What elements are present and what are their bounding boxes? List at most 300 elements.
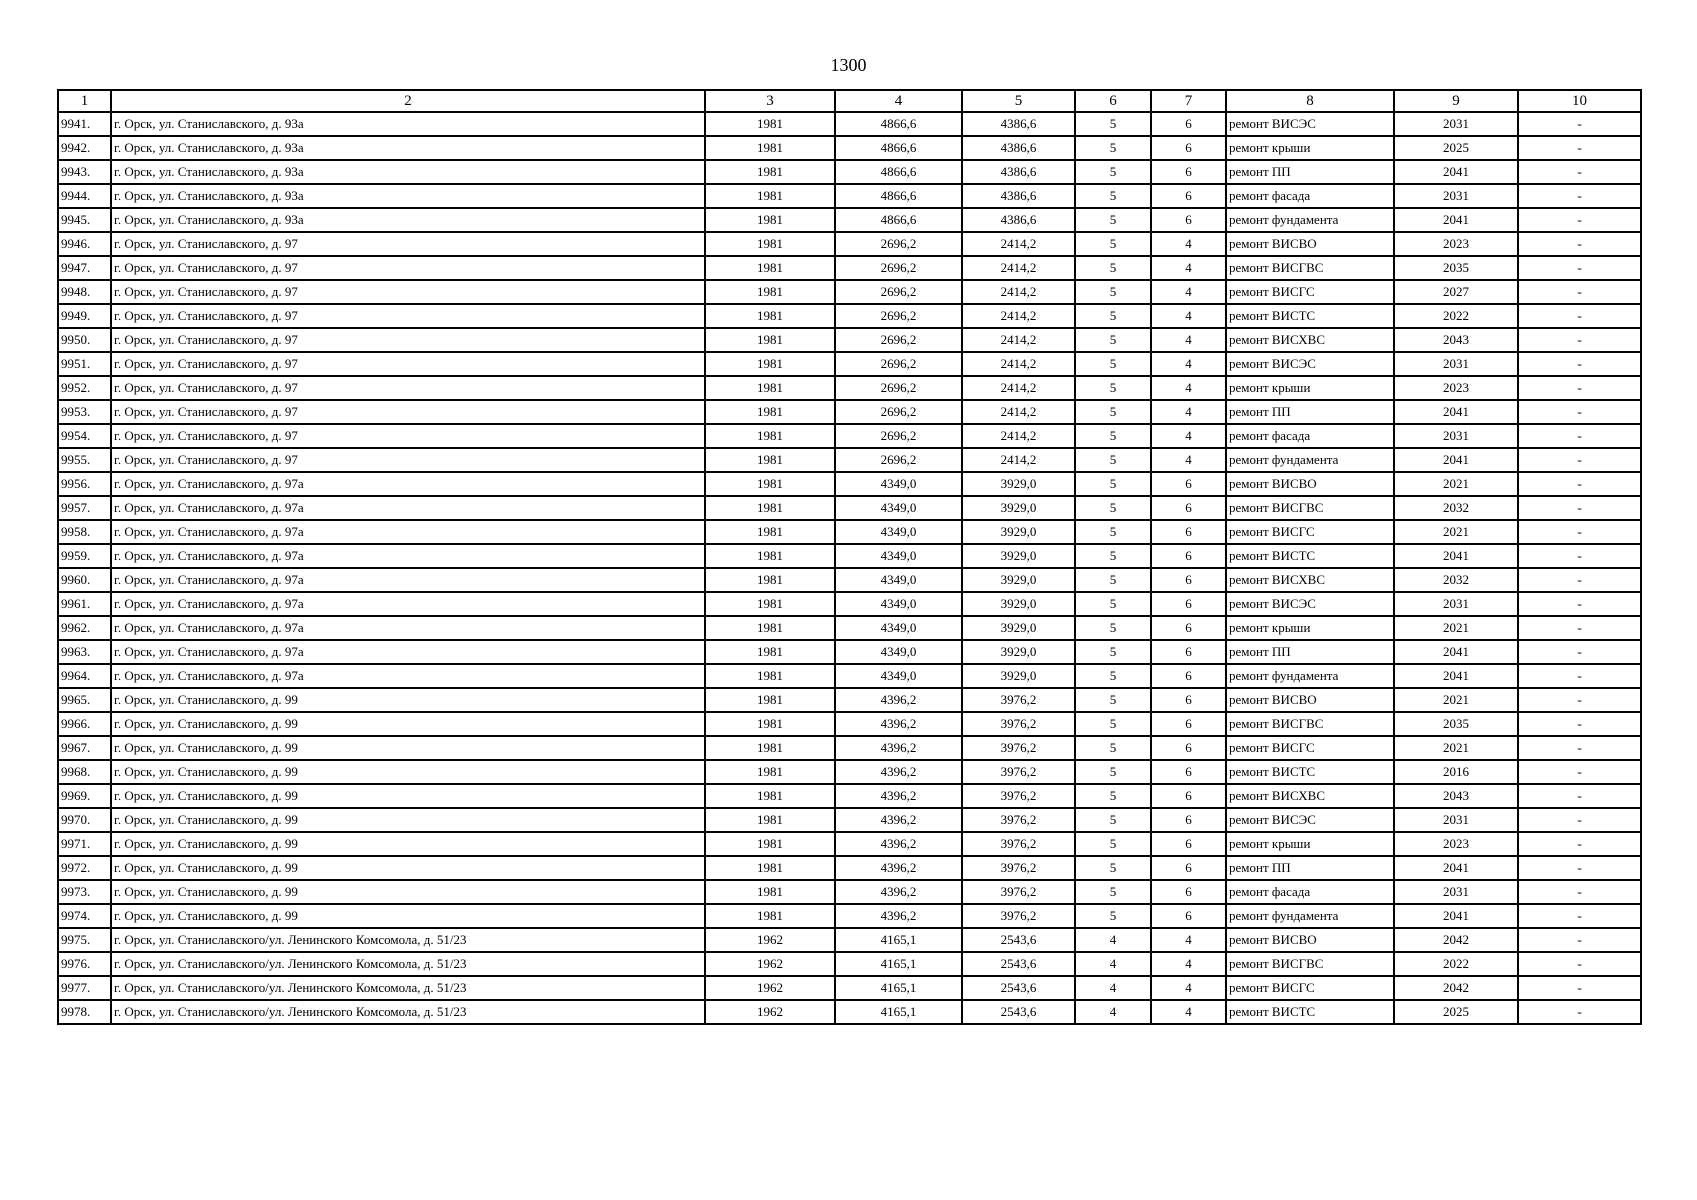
build-year-cell: 1981 [705, 688, 835, 712]
total-area-cell: 4165,1 [835, 976, 962, 1000]
note-cell: - [1518, 904, 1641, 928]
note-cell: - [1518, 424, 1641, 448]
floors-cell: 5 [1075, 784, 1151, 808]
address-cell: г. Орск, ул. Станиславского/ул. Ленинского Комсомола, д. 51/23 [111, 928, 705, 952]
entrances-cell: 6 [1151, 904, 1226, 928]
table-row [58, 784, 1641, 808]
address-cell: г. Орск, ул. Станиславского, д. 97 [111, 256, 705, 280]
build-year-cell: 1981 [705, 832, 835, 856]
build-year-cell: 1981 [705, 856, 835, 880]
total-area-cell: 4349,0 [835, 640, 962, 664]
work-type-cell: ремонт крыши [1226, 832, 1394, 856]
planned-year-cell: 2041 [1394, 448, 1518, 472]
living-area-cell: 3976,2 [962, 808, 1075, 832]
planned-year-cell: 2016 [1394, 760, 1518, 784]
work-type-cell: ремонт ВИСТС [1226, 304, 1394, 328]
floors-cell: 5 [1075, 568, 1151, 592]
address-cell: г. Орск, ул. Станиславского, д. 99 [111, 760, 705, 784]
floors-cell: 5 [1075, 880, 1151, 904]
work-type-cell: ремонт фундамента [1226, 448, 1394, 472]
row-number-cell: 9953. [58, 400, 111, 424]
address-cell: г. Орск, ул. Станиславского, д. 97 [111, 352, 705, 376]
address-cell: г. Орск, ул. Станиславского/ул. Ленинского Комсомола, д. 51/23 [111, 952, 705, 976]
total-area-cell: 4396,2 [835, 712, 962, 736]
build-year-cell: 1981 [705, 136, 835, 160]
table-row [58, 736, 1641, 760]
planned-year-cell: 2031 [1394, 424, 1518, 448]
address-cell: г. Орск, ул. Станиславского, д. 93а [111, 184, 705, 208]
living-area-cell: 3976,2 [962, 880, 1075, 904]
living-area-cell: 2543,6 [962, 1000, 1075, 1024]
entrances-cell: 6 [1151, 568, 1226, 592]
floors-cell: 5 [1075, 544, 1151, 568]
note-cell: - [1518, 760, 1641, 784]
build-year-cell: 1981 [705, 448, 835, 472]
table-row [58, 400, 1641, 424]
work-type-cell: ремонт фундамента [1226, 664, 1394, 688]
living-area-cell: 4386,6 [962, 184, 1075, 208]
entrances-cell: 6 [1151, 664, 1226, 688]
entrances-cell: 4 [1151, 928, 1226, 952]
planned-year-cell: 2023 [1394, 376, 1518, 400]
column-header-1: 1 [58, 90, 111, 112]
table-row [58, 280, 1641, 304]
build-year-cell: 1981 [705, 208, 835, 232]
living-area-cell: 2414,2 [962, 232, 1075, 256]
entrances-cell: 4 [1151, 280, 1226, 304]
entrances-cell: 4 [1151, 424, 1226, 448]
note-cell: - [1518, 712, 1641, 736]
total-area-cell: 4165,1 [835, 952, 962, 976]
total-area-cell: 4349,0 [835, 520, 962, 544]
note-cell: - [1518, 136, 1641, 160]
row-number-cell: 9970. [58, 808, 111, 832]
planned-year-cell: 2021 [1394, 472, 1518, 496]
table-row [58, 328, 1641, 352]
total-area-cell: 4866,6 [835, 160, 962, 184]
entrances-cell: 4 [1151, 376, 1226, 400]
entrances-cell: 4 [1151, 232, 1226, 256]
table-row [58, 712, 1641, 736]
column-header-9: 9 [1394, 90, 1518, 112]
table-row [58, 160, 1641, 184]
table-row [58, 808, 1641, 832]
living-area-cell: 2414,2 [962, 256, 1075, 280]
living-area-cell: 4386,6 [962, 112, 1075, 136]
note-cell: - [1518, 232, 1641, 256]
total-area-cell: 2696,2 [835, 280, 962, 304]
row-number-cell: 9941. [58, 112, 111, 136]
build-year-cell: 1981 [705, 328, 835, 352]
entrances-cell: 6 [1151, 736, 1226, 760]
row-number-cell: 9968. [58, 760, 111, 784]
note-cell: - [1518, 952, 1641, 976]
planned-year-cell: 2041 [1394, 400, 1518, 424]
planned-year-cell: 2041 [1394, 856, 1518, 880]
table-row [58, 664, 1641, 688]
note-cell: - [1518, 448, 1641, 472]
total-area-cell: 4866,6 [835, 208, 962, 232]
entrances-cell: 6 [1151, 688, 1226, 712]
planned-year-cell: 2027 [1394, 280, 1518, 304]
living-area-cell: 4386,6 [962, 208, 1075, 232]
living-area-cell: 2414,2 [962, 352, 1075, 376]
address-cell: г. Орск, ул. Станиславского, д. 97 [111, 448, 705, 472]
total-area-cell: 4349,0 [835, 616, 962, 640]
column-header-7: 7 [1151, 90, 1226, 112]
work-type-cell: ремонт ПП [1226, 400, 1394, 424]
total-area-cell: 2696,2 [835, 232, 962, 256]
floors-cell: 5 [1075, 376, 1151, 400]
total-area-cell: 2696,2 [835, 448, 962, 472]
note-cell: - [1518, 376, 1641, 400]
living-area-cell: 3976,2 [962, 760, 1075, 784]
address-cell: г. Орск, ул. Станиславского, д. 97 [111, 232, 705, 256]
build-year-cell: 1981 [705, 376, 835, 400]
table-row [58, 1000, 1641, 1024]
row-number-cell: 9978. [58, 1000, 111, 1024]
living-area-cell: 2414,2 [962, 376, 1075, 400]
total-area-cell: 4866,6 [835, 136, 962, 160]
note-cell: - [1518, 664, 1641, 688]
work-type-cell: ремонт ПП [1226, 856, 1394, 880]
note-cell: - [1518, 328, 1641, 352]
total-area-cell: 4396,2 [835, 760, 962, 784]
address-cell: г. Орск, ул. Станиславского, д. 97 [111, 400, 705, 424]
entrances-cell: 6 [1151, 760, 1226, 784]
floors-cell: 5 [1075, 304, 1151, 328]
build-year-cell: 1981 [705, 472, 835, 496]
table-row [58, 904, 1641, 928]
living-area-cell: 3929,0 [962, 640, 1075, 664]
entrances-cell: 4 [1151, 304, 1226, 328]
build-year-cell: 1981 [705, 280, 835, 304]
build-year-cell: 1981 [705, 664, 835, 688]
entrances-cell: 6 [1151, 640, 1226, 664]
planned-year-cell: 2025 [1394, 136, 1518, 160]
planned-year-cell: 2031 [1394, 880, 1518, 904]
planned-year-cell: 2031 [1394, 184, 1518, 208]
table-row [58, 832, 1641, 856]
living-area-cell: 3976,2 [962, 856, 1075, 880]
floors-cell: 5 [1075, 472, 1151, 496]
build-year-cell: 1962 [705, 952, 835, 976]
table-row [58, 928, 1641, 952]
total-area-cell: 4866,6 [835, 184, 962, 208]
build-year-cell: 1981 [705, 160, 835, 184]
entrances-cell: 6 [1151, 784, 1226, 808]
total-area-cell: 2696,2 [835, 400, 962, 424]
planned-year-cell: 2035 [1394, 712, 1518, 736]
row-number-cell: 9958. [58, 520, 111, 544]
row-number-cell: 9971. [58, 832, 111, 856]
table-row [58, 304, 1641, 328]
build-year-cell: 1981 [705, 544, 835, 568]
planned-year-cell: 2042 [1394, 976, 1518, 1000]
table-row [58, 352, 1641, 376]
total-area-cell: 4396,2 [835, 688, 962, 712]
floors-cell: 5 [1075, 112, 1151, 136]
address-cell: г. Орск, ул. Станиславского, д. 97 [111, 376, 705, 400]
total-area-cell: 2696,2 [835, 352, 962, 376]
address-cell: г. Орск, ул. Станиславского, д. 93а [111, 112, 705, 136]
address-cell: г. Орск, ул. Станиславского, д. 97а [111, 592, 705, 616]
work-type-cell: ремонт фасада [1226, 880, 1394, 904]
floors-cell: 5 [1075, 160, 1151, 184]
total-area-cell: 4349,0 [835, 496, 962, 520]
floors-cell: 5 [1075, 760, 1151, 784]
floors-cell: 5 [1075, 712, 1151, 736]
row-number-cell: 9969. [58, 784, 111, 808]
work-type-cell: ремонт крыши [1226, 616, 1394, 640]
floors-cell: 5 [1075, 424, 1151, 448]
entrances-cell: 6 [1151, 112, 1226, 136]
total-area-cell: 4396,2 [835, 832, 962, 856]
row-number-cell: 9946. [58, 232, 111, 256]
note-cell: - [1518, 736, 1641, 760]
planned-year-cell: 2021 [1394, 520, 1518, 544]
address-cell: г. Орск, ул. Станиславского, д. 99 [111, 784, 705, 808]
floors-cell: 5 [1075, 520, 1151, 544]
column-header-2: 2 [111, 90, 705, 112]
work-type-cell: ремонт ПП [1226, 640, 1394, 664]
row-number-cell: 9944. [58, 184, 111, 208]
living-area-cell: 3929,0 [962, 544, 1075, 568]
build-year-cell: 1981 [705, 808, 835, 832]
note-cell: - [1518, 928, 1641, 952]
living-area-cell: 2414,2 [962, 304, 1075, 328]
total-area-cell: 4349,0 [835, 472, 962, 496]
work-type-cell: ремонт ВИСГВС [1226, 496, 1394, 520]
table-row [58, 568, 1641, 592]
address-cell: г. Орск, ул. Станиславского, д. 93а [111, 160, 705, 184]
row-number-cell: 9956. [58, 472, 111, 496]
column-header-6: 6 [1075, 90, 1151, 112]
planned-year-cell: 2043 [1394, 784, 1518, 808]
build-year-cell: 1981 [705, 256, 835, 280]
work-type-cell: ремонт ВИСГВС [1226, 712, 1394, 736]
page-number: 1300 [830, 55, 867, 75]
planned-year-cell: 2042 [1394, 928, 1518, 952]
table-row [58, 856, 1641, 880]
note-cell: - [1518, 592, 1641, 616]
planned-year-cell: 2041 [1394, 160, 1518, 184]
row-number-cell: 9977. [58, 976, 111, 1000]
address-cell: г. Орск, ул. Станиславского, д. 93а [111, 136, 705, 160]
entrances-cell: 6 [1151, 856, 1226, 880]
column-header-4: 4 [835, 90, 962, 112]
note-cell: - [1518, 184, 1641, 208]
repair-schedule-table [57, 89, 1642, 1025]
planned-year-cell: 2023 [1394, 232, 1518, 256]
build-year-cell: 1981 [705, 880, 835, 904]
work-type-cell: ремонт ВИСХВС [1226, 328, 1394, 352]
note-cell: - [1518, 256, 1641, 280]
work-type-cell: ремонт крыши [1226, 136, 1394, 160]
note-cell: - [1518, 400, 1641, 424]
row-number-cell: 9942. [58, 136, 111, 160]
build-year-cell: 1981 [705, 592, 835, 616]
address-cell: г. Орск, ул. Станиславского, д. 97а [111, 520, 705, 544]
total-area-cell: 4396,2 [835, 904, 962, 928]
column-header-5: 5 [962, 90, 1075, 112]
entrances-cell: 6 [1151, 616, 1226, 640]
note-cell: - [1518, 976, 1641, 1000]
entrances-cell: 4 [1151, 952, 1226, 976]
total-area-cell: 2696,2 [835, 256, 962, 280]
entrances-cell: 6 [1151, 496, 1226, 520]
address-cell: г. Орск, ул. Станиславского, д. 97а [111, 472, 705, 496]
entrances-cell: 6 [1151, 136, 1226, 160]
table-row [58, 880, 1641, 904]
address-cell: г. Орск, ул. Станиславского, д. 97 [111, 424, 705, 448]
row-number-cell: 9964. [58, 664, 111, 688]
row-number-cell: 9959. [58, 544, 111, 568]
work-type-cell: ремонт ПП [1226, 160, 1394, 184]
note-cell: - [1518, 280, 1641, 304]
work-type-cell: ремонт ВИСГС [1226, 976, 1394, 1000]
floors-cell: 5 [1075, 616, 1151, 640]
total-area-cell: 4165,1 [835, 1000, 962, 1024]
floors-cell: 5 [1075, 688, 1151, 712]
work-type-cell: ремонт ВИСЭС [1226, 112, 1394, 136]
planned-year-cell: 2035 [1394, 256, 1518, 280]
table-row [58, 424, 1641, 448]
floors-cell: 5 [1075, 736, 1151, 760]
row-number-cell: 9949. [58, 304, 111, 328]
table-row [58, 976, 1641, 1000]
floors-cell: 4 [1075, 928, 1151, 952]
address-cell: г. Орск, ул. Станиславского, д. 97а [111, 664, 705, 688]
living-area-cell: 2414,2 [962, 448, 1075, 472]
address-cell: г. Орск, ул. Станиславского, д. 99 [111, 736, 705, 760]
total-area-cell: 4349,0 [835, 544, 962, 568]
note-cell: - [1518, 112, 1641, 136]
floors-cell: 5 [1075, 232, 1151, 256]
note-cell: - [1518, 616, 1641, 640]
build-year-cell: 1981 [705, 304, 835, 328]
living-area-cell: 2543,6 [962, 928, 1075, 952]
build-year-cell: 1981 [705, 232, 835, 256]
note-cell: - [1518, 1000, 1641, 1024]
build-year-cell: 1981 [705, 352, 835, 376]
planned-year-cell: 2043 [1394, 328, 1518, 352]
work-type-cell: ремонт ВИСГС [1226, 736, 1394, 760]
planned-year-cell: 2023 [1394, 832, 1518, 856]
row-number-cell: 9961. [58, 592, 111, 616]
address-cell: г. Орск, ул. Станиславского, д. 99 [111, 832, 705, 856]
work-type-cell: ремонт ВИСХВС [1226, 568, 1394, 592]
address-cell: г. Орск, ул. Станиславского, д. 97а [111, 640, 705, 664]
floors-cell: 5 [1075, 208, 1151, 232]
total-area-cell: 4396,2 [835, 736, 962, 760]
note-cell: - [1518, 472, 1641, 496]
total-area-cell: 4165,1 [835, 928, 962, 952]
build-year-cell: 1981 [705, 112, 835, 136]
address-cell: г. Орск, ул. Станиславского, д. 97а [111, 616, 705, 640]
planned-year-cell: 2031 [1394, 592, 1518, 616]
entrances-cell: 6 [1151, 544, 1226, 568]
address-cell: г. Орск, ул. Станиславского, д. 99 [111, 880, 705, 904]
address-cell: г. Орск, ул. Станиславского, д. 99 [111, 904, 705, 928]
build-year-cell: 1962 [705, 976, 835, 1000]
row-number-cell: 9973. [58, 880, 111, 904]
total-area-cell: 4396,2 [835, 784, 962, 808]
row-number-cell: 9974. [58, 904, 111, 928]
total-area-cell: 4396,2 [835, 808, 962, 832]
planned-year-cell: 2032 [1394, 568, 1518, 592]
entrances-cell: 4 [1151, 352, 1226, 376]
table-row [58, 544, 1641, 568]
entrances-cell: 6 [1151, 472, 1226, 496]
build-year-cell: 1981 [705, 496, 835, 520]
row-number-cell: 9955. [58, 448, 111, 472]
total-area-cell: 4396,2 [835, 880, 962, 904]
total-area-cell: 2696,2 [835, 376, 962, 400]
total-area-cell: 2696,2 [835, 328, 962, 352]
floors-cell: 5 [1075, 256, 1151, 280]
row-number-cell: 9948. [58, 280, 111, 304]
build-year-cell: 1962 [705, 928, 835, 952]
work-type-cell: ремонт ВИСЭС [1226, 808, 1394, 832]
address-cell: г. Орск, ул. Станиславского, д. 97а [111, 568, 705, 592]
work-type-cell: ремонт фундамента [1226, 904, 1394, 928]
work-type-cell: ремонт ВИСГВС [1226, 256, 1394, 280]
planned-year-cell: 2022 [1394, 952, 1518, 976]
column-header-8: 8 [1226, 90, 1394, 112]
row-number-cell: 9975. [58, 928, 111, 952]
table-row [58, 592, 1641, 616]
floors-cell: 5 [1075, 328, 1151, 352]
row-number-cell: 9972. [58, 856, 111, 880]
note-cell: - [1518, 160, 1641, 184]
note-cell: - [1518, 544, 1641, 568]
floors-cell: 5 [1075, 856, 1151, 880]
address-cell: г. Орск, ул. Станиславского, д. 99 [111, 856, 705, 880]
total-area-cell: 4349,0 [835, 568, 962, 592]
table-row [58, 376, 1641, 400]
living-area-cell: 2543,6 [962, 976, 1075, 1000]
entrances-cell: 4 [1151, 256, 1226, 280]
table-body [58, 112, 1641, 1024]
living-area-cell: 2414,2 [962, 400, 1075, 424]
table-row [58, 112, 1641, 136]
row-number-cell: 9950. [58, 328, 111, 352]
work-type-cell: ремонт фасада [1226, 184, 1394, 208]
address-cell: г. Орск, ул. Станиславского, д. 93а [111, 208, 705, 232]
floors-cell: 5 [1075, 352, 1151, 376]
living-area-cell: 2414,2 [962, 328, 1075, 352]
table-row [58, 688, 1641, 712]
entrances-cell: 6 [1151, 592, 1226, 616]
total-area-cell: 2696,2 [835, 304, 962, 328]
entrances-cell: 6 [1151, 880, 1226, 904]
work-type-cell: ремонт крыши [1226, 376, 1394, 400]
living-area-cell: 3929,0 [962, 592, 1075, 616]
planned-year-cell: 2041 [1394, 544, 1518, 568]
note-cell: - [1518, 808, 1641, 832]
planned-year-cell: 2021 [1394, 688, 1518, 712]
living-area-cell: 3929,0 [962, 616, 1075, 640]
header-row [58, 90, 1641, 112]
row-number-cell: 9976. [58, 952, 111, 976]
address-cell: г. Орск, ул. Станиславского, д. 99 [111, 688, 705, 712]
note-cell: - [1518, 832, 1641, 856]
entrances-cell: 4 [1151, 976, 1226, 1000]
work-type-cell: ремонт ВИСЭС [1226, 352, 1394, 376]
total-area-cell: 4349,0 [835, 664, 962, 688]
planned-year-cell: 2025 [1394, 1000, 1518, 1024]
